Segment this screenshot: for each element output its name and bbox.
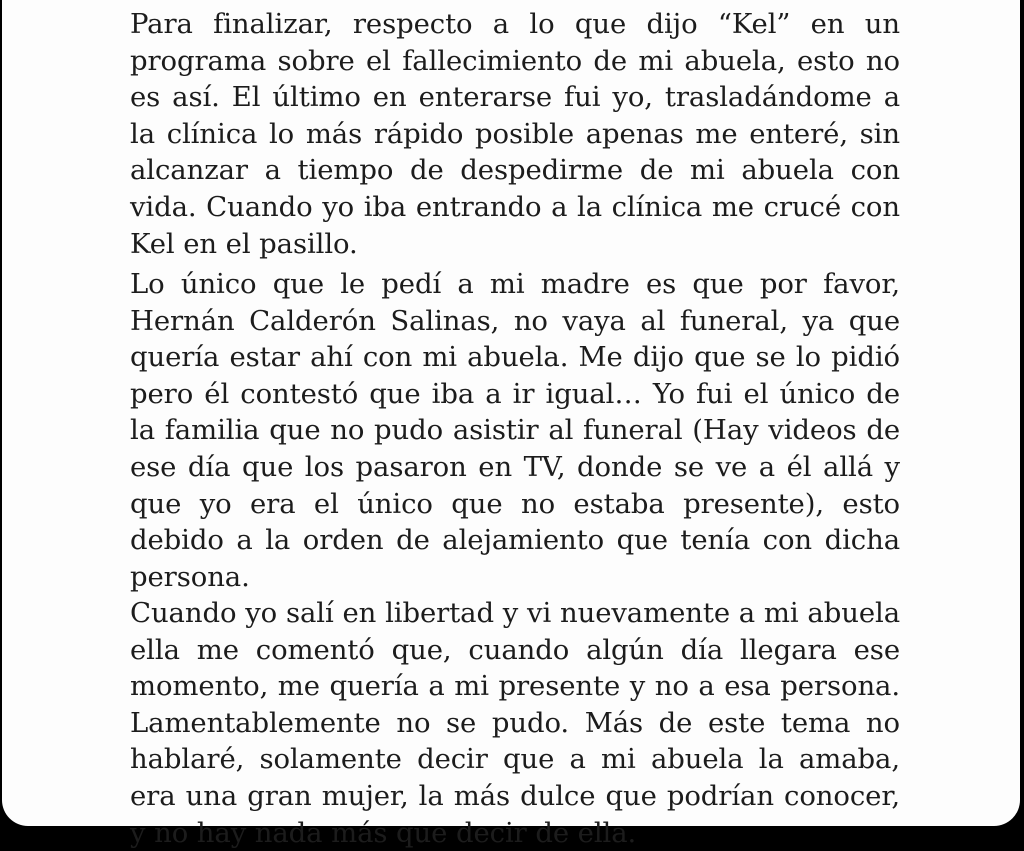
text-card <box>2 0 1020 849</box>
paragraph-1: Para finalizar, respecto a lo que dijo “Kel” en un programa sobre el fallecimiento de mi abuela, esto no es así. El último en enterarse fui yo, trasladándome a la clínica lo más rápido posible apenas me enteré, sin alcanzar a tiempo de despedirme de mi abuela con vida. Cuando yo iba entrando a la clínica me crucé con Kel en el pasillo. <box>130 8 900 260</box>
paragraph-2: Lo único que le pedí a mi madre es que por favor, Hernán Calderón Salinas, no vaya al funeral, ya que quería estar ahí con mi abuela. Me dijo que se lo pidió pero él contestó que iba a ir igual… Yo fui el único de la familia que no pudo asistir al funeral (Hay videos de ese día que los pasaron en TV, donde se ve a él allá y que yo era el único que no estaba presente), esto debido a la orden de alejamiento que tenía con dicha persona. <box>130 268 900 593</box>
paragraph-3: Cuando yo salí en libertad y vi nuevamente a mi abuela ella me comentó que, cuando algún día llegara ese momento, me quería a mi presente y no a esa persona. Lamentablemente no se pudo. Más de este tema no hablaré, solamente decir que a mi abuela la amaba, era una gran mujer, la más dulce que podrían conocer, y no hay nada más que decir de ella. <box>130 597 900 849</box>
